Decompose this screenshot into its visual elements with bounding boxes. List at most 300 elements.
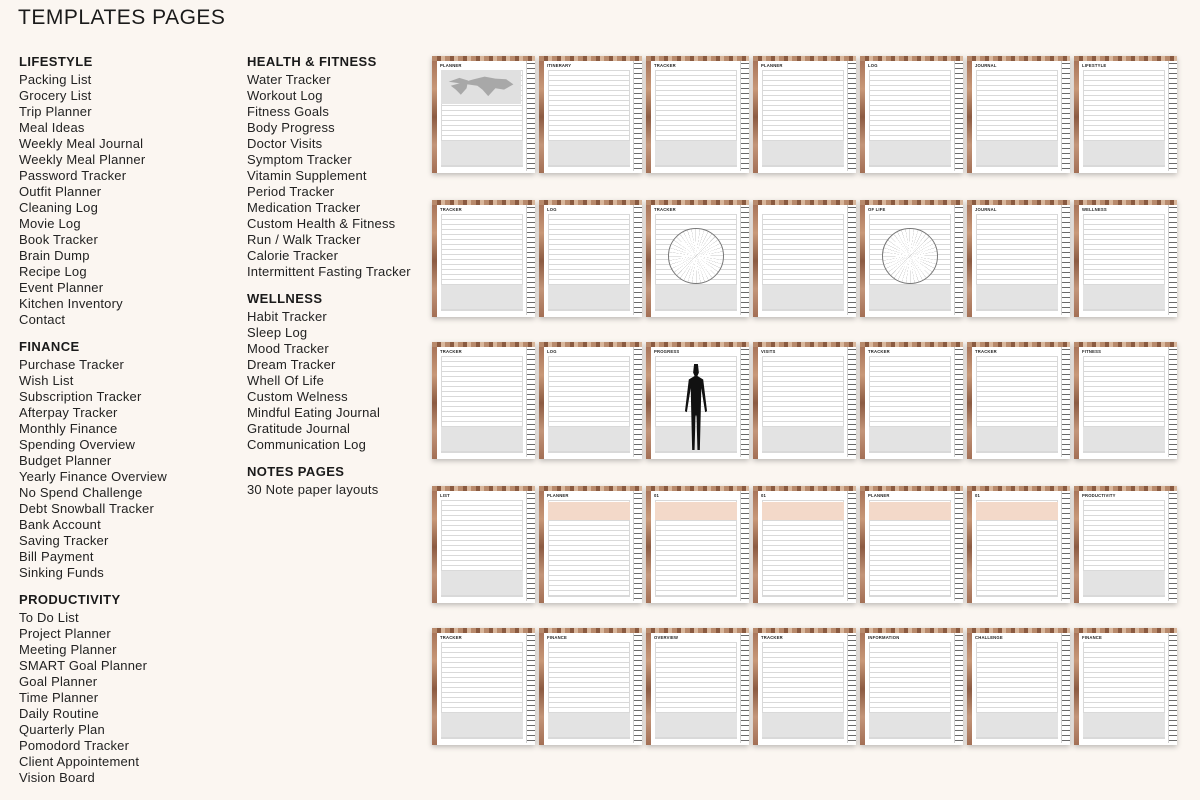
- template-thumbnail: [753, 486, 856, 603]
- page-shade-block: [762, 502, 844, 520]
- template-item: Budget Planner: [19, 453, 112, 468]
- thumbnail-title: TRACKER: [654, 63, 676, 68]
- template-item: Goal Planner: [19, 674, 98, 689]
- thumbnail-title: LIST: [440, 493, 450, 498]
- template-item: Sleep Log: [247, 325, 308, 340]
- decor-sidebar: [432, 633, 437, 745]
- template-thumbnail: [646, 56, 749, 173]
- decor-strip: [539, 200, 642, 205]
- decor-strip: [860, 628, 963, 633]
- template-item: Meeting Planner: [19, 642, 117, 657]
- page-shade-block: [976, 713, 1058, 737]
- page-shade-block: [869, 285, 951, 309]
- decor-strip: [753, 628, 856, 633]
- thumbnail-title: TRACKER: [440, 207, 462, 212]
- index-tabs: [526, 633, 535, 743]
- decor-sidebar: [539, 491, 544, 603]
- template-item: Project Planner: [19, 626, 111, 641]
- page-shade-block: [441, 141, 523, 165]
- thumbnail-title: LIFESTYLE: [1082, 63, 1107, 68]
- decor-sidebar: [860, 347, 865, 459]
- thumbnail-title: FINANCE: [547, 635, 568, 640]
- index-tabs: [1168, 491, 1177, 601]
- template-item: Vitamin Supplement: [247, 168, 367, 183]
- decor-sidebar: [967, 61, 972, 173]
- template-thumbnail: [539, 56, 642, 173]
- decor-sidebar: [646, 205, 651, 317]
- thumbnail-title: TRACKER: [654, 207, 676, 212]
- template-item: Water Tracker: [247, 72, 331, 87]
- decor-strip: [1074, 628, 1177, 633]
- template-thumbnail: [753, 628, 856, 745]
- section-heading: FINANCE: [19, 339, 80, 354]
- template-item: Period Tracker: [247, 184, 335, 199]
- thumbnail-title: OF LIFE: [868, 207, 886, 212]
- decor-sidebar: [967, 205, 972, 317]
- page-shade-block: [548, 427, 630, 451]
- decor-strip: [967, 486, 1070, 491]
- thumbnail-title: OVERVIEW: [654, 635, 679, 640]
- template-item: Yearly Finance Overview: [19, 469, 167, 484]
- template-list: [19, 72, 167, 328]
- page-shade-block: [1083, 141, 1165, 165]
- template-item: Doctor Visits: [247, 136, 323, 151]
- thumbnail-title: JOURNAL: [975, 63, 997, 68]
- index-tabs: [954, 633, 963, 743]
- template-item: Mood Tracker: [247, 341, 329, 356]
- index-tabs: [740, 205, 749, 315]
- decor-strip: [646, 342, 749, 347]
- template-thumbnail: [432, 342, 535, 459]
- thumbnail-title: FINANCE: [1082, 635, 1103, 640]
- template-thumbnail: [967, 200, 1070, 317]
- thumbnail-title: FITNESS: [1082, 349, 1102, 354]
- decor-sidebar: [646, 633, 651, 745]
- decor-strip: [860, 342, 963, 347]
- thumbnail-title: JOURNAL: [975, 207, 997, 212]
- template-thumbnail: [539, 342, 642, 459]
- template-item: Packing List: [19, 72, 92, 87]
- decor-sidebar: [753, 205, 758, 317]
- index-tabs: [847, 633, 856, 743]
- template-item: Body Progress: [247, 120, 335, 135]
- page-shade-block: [441, 571, 523, 595]
- page-shade-block: [976, 427, 1058, 451]
- decor-strip: [860, 56, 963, 61]
- world-map-icon: [441, 70, 521, 104]
- thumbnail-title: TRACKER: [440, 349, 462, 354]
- template-thumbnail: [646, 200, 749, 317]
- template-item: Recipe Log: [19, 264, 87, 279]
- template-item: Weekly Meal Planner: [19, 152, 146, 167]
- template-item: Subscription Tracker: [19, 389, 142, 404]
- thumbnail-title: PLANNER: [761, 63, 783, 68]
- thumbnail-title: 01: [761, 493, 767, 498]
- index-tabs: [740, 633, 749, 743]
- page-shade-block: [762, 141, 844, 165]
- page-shade-block: [976, 285, 1058, 309]
- decor-strip: [860, 200, 963, 205]
- template-item: Intermittent Fasting Tracker: [247, 264, 411, 279]
- template-thumbnail: [1074, 342, 1177, 459]
- template-item: To Do List: [19, 610, 79, 625]
- decor-strip: [646, 486, 749, 491]
- decor-sidebar: [967, 347, 972, 459]
- template-item: Mindful Eating Journal: [247, 405, 381, 420]
- template-thumbnail: [967, 486, 1070, 603]
- template-thumbnail: [432, 200, 535, 317]
- section-finance: [19, 339, 167, 581]
- decor-sidebar: [860, 633, 865, 745]
- template-item: Trip Planner: [19, 104, 92, 119]
- thumbnail-title: VISITS: [761, 349, 776, 354]
- index-tabs: [633, 491, 642, 601]
- decor-sidebar: [753, 633, 758, 745]
- page-shade-block: [869, 141, 951, 165]
- page-shade-block: [655, 285, 737, 309]
- page-shade-block: [869, 713, 951, 737]
- decor-sidebar: [539, 61, 544, 173]
- template-thumbnail: [860, 628, 963, 745]
- index-tabs: [954, 491, 963, 601]
- page-shade-block: [548, 713, 630, 737]
- thumbnail-row: [432, 56, 1177, 173]
- section-heading: WELLNESS: [247, 291, 323, 306]
- template-item: Vision Board: [19, 770, 95, 785]
- index-tabs: [954, 205, 963, 315]
- decor-strip: [753, 342, 856, 347]
- section-heading: HEALTH & FITNESS: [247, 54, 377, 69]
- template-thumbnail: [539, 628, 642, 745]
- decor-strip: [1074, 486, 1177, 491]
- template-thumbnail: [860, 486, 963, 603]
- page-shade-block: [441, 713, 523, 737]
- left-column: [19, 54, 167, 797]
- template-item: Whell Of Life: [247, 373, 325, 388]
- template-item: Communication Log: [247, 437, 367, 452]
- thumbnail-title: PROGRESS: [654, 349, 680, 354]
- page-shade-block: [1083, 571, 1165, 595]
- decor-sidebar: [1074, 61, 1079, 173]
- decor-sidebar: [646, 61, 651, 173]
- index-tabs: [740, 491, 749, 601]
- decor-strip: [432, 486, 535, 491]
- template-item: Password Tracker: [19, 168, 127, 183]
- page-shade-block: [762, 427, 844, 451]
- decor-sidebar: [860, 491, 865, 603]
- template-item: Pomodord Tracker: [19, 738, 130, 753]
- decor-strip: [1074, 342, 1177, 347]
- template-thumbnail: [967, 628, 1070, 745]
- template-thumbnail: [860, 56, 963, 173]
- template-item: No Spend Challenge: [19, 485, 143, 500]
- decor-strip: [1074, 200, 1177, 205]
- index-tabs: [740, 347, 749, 457]
- decor-sidebar: [646, 491, 651, 603]
- thumbnail-row: [432, 342, 1177, 459]
- index-tabs: [954, 61, 963, 171]
- template-item: Bank Account: [19, 517, 101, 532]
- template-item: Book Tracker: [19, 232, 98, 247]
- template-list: [19, 610, 167, 786]
- template-item: Brain Dump: [19, 248, 90, 263]
- decor-sidebar: [1074, 491, 1079, 603]
- template-thumbnail: [753, 200, 856, 317]
- decor-strip: [539, 342, 642, 347]
- section-lifestyle: [19, 54, 167, 328]
- thumbnail-title: LOG: [547, 207, 557, 212]
- wheel-chart: [668, 228, 724, 284]
- decor-strip: [753, 200, 856, 205]
- template-thumbnail: [753, 56, 856, 173]
- template-item: 30 Note paper layouts: [247, 482, 379, 497]
- template-thumbnail: [646, 342, 749, 459]
- template-item: Medication Tracker: [247, 200, 361, 215]
- thumbnail-row: [432, 200, 1177, 317]
- thumbnail-title: 01: [975, 493, 981, 498]
- template-item: Daily Routine: [19, 706, 99, 721]
- decor-strip: [860, 486, 963, 491]
- template-thumbnail: [646, 486, 749, 603]
- decor-strip: [967, 628, 1070, 633]
- decor-sidebar: [539, 347, 544, 459]
- page-shade-block: [976, 141, 1058, 165]
- template-item: SMART Goal Planner: [19, 658, 148, 673]
- decor-sidebar: [753, 491, 758, 603]
- section-heading: NOTES PAGES: [247, 464, 345, 479]
- page-shade-block: [762, 285, 844, 309]
- page-shade-block: [1083, 285, 1165, 309]
- decor-sidebar: [432, 61, 437, 173]
- template-item: Kitchen Inventory: [19, 296, 123, 311]
- section-notes-pages: [247, 464, 411, 498]
- page-shade-block: [655, 427, 737, 451]
- template-thumbnail: [1074, 56, 1177, 173]
- index-tabs: [1061, 633, 1070, 743]
- page-shade-block: [869, 502, 951, 520]
- index-tabs: [1061, 61, 1070, 171]
- index-tabs: [847, 347, 856, 457]
- template-item: Sinking Funds: [19, 565, 104, 580]
- decor-sidebar: [432, 205, 437, 317]
- index-tabs: [526, 347, 535, 457]
- thumbnail-title: WELLNESS: [1082, 207, 1107, 212]
- page-shade-block: [655, 141, 737, 165]
- decor-strip: [646, 200, 749, 205]
- template-item: Custom Health & Fitness: [247, 216, 396, 231]
- index-tabs: [1168, 205, 1177, 315]
- template-thumbnail: [432, 486, 535, 603]
- decor-sidebar: [646, 347, 651, 459]
- thumbnail-title: PLANNER: [547, 493, 569, 498]
- decor-strip: [753, 486, 856, 491]
- decor-strip: [967, 342, 1070, 347]
- template-item: Gratitude Journal: [247, 421, 351, 436]
- template-thumbnail: [539, 486, 642, 603]
- template-thumbnail: [967, 56, 1070, 173]
- decor-sidebar: [539, 205, 544, 317]
- template-item: Time Planner: [19, 690, 99, 705]
- template-item: Wish List: [19, 373, 74, 388]
- thumbnail-title: CHALLENGE: [975, 635, 1003, 640]
- index-tabs: [1168, 633, 1177, 743]
- template-list: [247, 482, 411, 498]
- decor-sidebar: [1074, 347, 1079, 459]
- template-item: Outfit Planner: [19, 184, 102, 199]
- index-tabs: [740, 61, 749, 171]
- template-thumbnail: [539, 200, 642, 317]
- section-wellness: [247, 291, 411, 453]
- thumbnail-title: TRACKER: [975, 349, 997, 354]
- template-item: Spending Overview: [19, 437, 136, 452]
- decor-strip: [753, 56, 856, 61]
- template-thumbnail: [432, 56, 535, 173]
- thumbnail-title: ITINERARY: [547, 63, 572, 68]
- decor-sidebar: [432, 347, 437, 459]
- decor-sidebar: [432, 491, 437, 603]
- section-health-and-fitness: [247, 54, 411, 280]
- template-thumbnail: [753, 342, 856, 459]
- page-shade-block: [548, 285, 630, 309]
- decor-strip: [967, 56, 1070, 61]
- decor-sidebar: [1074, 205, 1079, 317]
- index-tabs: [633, 205, 642, 315]
- template-item: Grocery List: [19, 88, 92, 103]
- decor-strip: [1074, 56, 1177, 61]
- template-item: Debt Snowball Tracker: [19, 501, 154, 516]
- section-heading: LIFESTYLE: [19, 54, 93, 69]
- index-tabs: [633, 633, 642, 743]
- template-item: Bill Payment: [19, 549, 94, 564]
- page-title: TEMPLATES PAGES: [18, 6, 226, 29]
- index-tabs: [526, 205, 535, 315]
- page-shade-block: [655, 502, 737, 520]
- template-item: Contact: [19, 312, 66, 327]
- index-tabs: [1061, 491, 1070, 601]
- template-item: Client Appointement: [19, 754, 140, 769]
- right-column: [247, 54, 411, 509]
- section-productivity: [19, 592, 167, 786]
- page-shade-block: [976, 502, 1058, 520]
- decor-sidebar: [539, 633, 544, 745]
- template-item: Afterpay Tracker: [19, 405, 118, 420]
- template-item: Habit Tracker: [247, 309, 327, 324]
- decor-sidebar: [753, 61, 758, 173]
- page-shade-block: [1083, 427, 1165, 451]
- decor-sidebar: [860, 61, 865, 173]
- decor-sidebar: [967, 491, 972, 603]
- template-item: Weekly Meal Journal: [19, 136, 144, 151]
- template-thumbnail: [432, 628, 535, 745]
- decor-strip: [967, 200, 1070, 205]
- template-item: Cleaning Log: [19, 200, 99, 215]
- decor-strip: [432, 342, 535, 347]
- thumbnail-title: TRACKER: [761, 635, 783, 640]
- thumbnail-title: 01: [654, 493, 660, 498]
- template-thumbnail: [1074, 628, 1177, 745]
- template-item: Purchase Tracker: [19, 357, 125, 372]
- decor-strip: [432, 628, 535, 633]
- template-item: Workout Log: [247, 88, 323, 103]
- template-thumbnail: [1074, 200, 1177, 317]
- template-thumbnail: [1074, 486, 1177, 603]
- template-item: Dream Tracker: [247, 357, 336, 372]
- thumbnail-title: LOG: [547, 349, 557, 354]
- index-tabs: [847, 491, 856, 601]
- decor-strip: [539, 56, 642, 61]
- index-tabs: [1168, 61, 1177, 171]
- template-item: Monthly Finance: [19, 421, 118, 436]
- index-tabs: [633, 61, 642, 171]
- thumbnail-row: [432, 486, 1177, 603]
- thumbnail-title: TRACKER: [868, 349, 890, 354]
- template-item: Saving Tracker: [19, 533, 109, 548]
- decor-sidebar: [860, 205, 865, 317]
- index-tabs: [847, 61, 856, 171]
- thumbnail-title: LOG: [868, 63, 878, 68]
- index-tabs: [526, 61, 535, 171]
- index-tabs: [954, 347, 963, 457]
- template-item: Symptom Tracker: [247, 152, 352, 167]
- index-tabs: [1168, 347, 1177, 457]
- template-item: Movie Log: [19, 216, 81, 231]
- template-item: Calorie Tracker: [247, 248, 339, 263]
- page-shade-block: [869, 427, 951, 451]
- wheel-chart: [882, 228, 938, 284]
- decor-sidebar: [1074, 633, 1079, 745]
- thumbnail-title: PLANNER: [868, 493, 890, 498]
- page-shade-block: [441, 427, 523, 451]
- decor-strip: [539, 628, 642, 633]
- decor-strip: [432, 200, 535, 205]
- thumbnail-title: PRODUCTIVITY: [1082, 493, 1116, 498]
- thumbnail-title: TRACKER: [440, 635, 462, 640]
- template-item: Custom Welness: [247, 389, 348, 404]
- template-thumbnail: [646, 628, 749, 745]
- thumbnail-row: [432, 628, 1177, 745]
- template-list: [19, 357, 167, 581]
- decor-sidebar: [753, 347, 758, 459]
- template-item: Run / Walk Tracker: [247, 232, 361, 247]
- template-thumbnail: [860, 200, 963, 317]
- template-thumbnail: [967, 342, 1070, 459]
- decor-strip: [646, 56, 749, 61]
- page-shade-block: [762, 713, 844, 737]
- template-item: Meal Ideas: [19, 120, 85, 135]
- thumbnail-title: INFORMATION: [868, 635, 900, 640]
- decor-strip: [539, 486, 642, 491]
- index-tabs: [1061, 205, 1070, 315]
- decor-strip: [646, 628, 749, 633]
- decor-sidebar: [967, 633, 972, 745]
- template-list: [247, 309, 411, 453]
- template-item: Fitness Goals: [247, 104, 330, 119]
- index-tabs: [1061, 347, 1070, 457]
- template-thumbnail: [860, 342, 963, 459]
- section-heading: PRODUCTIVITY: [19, 592, 121, 607]
- index-tabs: [526, 491, 535, 601]
- page-shade-block: [655, 713, 737, 737]
- decor-strip: [432, 56, 535, 61]
- page-shade-block: [548, 502, 630, 520]
- thumbnail-title: PLANNER: [440, 63, 462, 68]
- index-tabs: [847, 205, 856, 315]
- page-shade-block: [548, 141, 630, 165]
- template-item: Event Planner: [19, 280, 104, 295]
- template-list: [247, 72, 411, 280]
- index-tabs: [633, 347, 642, 457]
- page-shade-block: [1083, 713, 1165, 737]
